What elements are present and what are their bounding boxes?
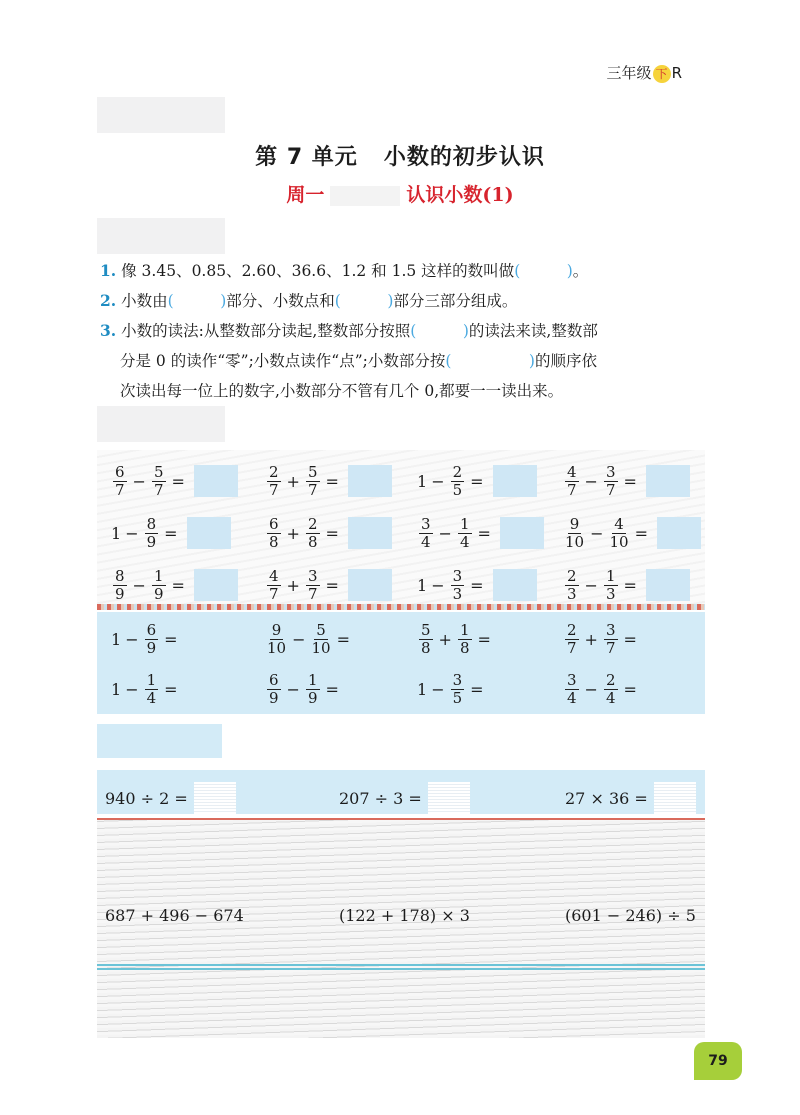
denominator: 10 <box>311 638 331 657</box>
practice-tab-placeholder <box>97 406 225 442</box>
divider-line <box>97 968 705 970</box>
equals-sign: = <box>325 575 339 595</box>
equals-sign: = <box>164 523 178 543</box>
denominator: 5 <box>452 688 463 707</box>
fraction <box>145 622 159 657</box>
fraction <box>610 516 629 551</box>
operator: − <box>431 471 445 491</box>
equals-sign: = <box>325 679 339 699</box>
numerator: 2 <box>605 670 616 689</box>
fraction-expression <box>111 614 182 664</box>
fraction <box>306 672 320 707</box>
denominator: 3 <box>567 584 577 603</box>
equals-sign: = <box>477 629 491 649</box>
numerator: 4 <box>269 566 279 585</box>
fraction <box>312 622 331 657</box>
fraction-expression <box>265 456 392 506</box>
question-2 <box>100 286 720 316</box>
operator: − <box>438 523 452 543</box>
operator: − <box>431 679 445 699</box>
numerator: 3 <box>567 670 577 689</box>
numerator: 5 <box>316 620 326 639</box>
equals-sign: = <box>477 523 491 543</box>
fraction <box>458 622 472 657</box>
whole-number: 1 <box>111 523 122 543</box>
fraction-expression <box>563 560 690 610</box>
fraction <box>451 672 465 707</box>
equals-sign: = <box>470 575 484 595</box>
oral-calc-panel <box>97 770 705 814</box>
answer-box[interactable] <box>646 569 690 601</box>
numerator: 2 <box>567 620 577 639</box>
denominator: 7 <box>115 480 125 499</box>
question-text: 部分三部分组成。 <box>393 292 518 310</box>
fraction <box>565 622 579 657</box>
edition-label: R <box>671 64 682 82</box>
question-text: 。 <box>572 262 589 280</box>
numerator: 5 <box>153 462 164 481</box>
fraction-expression <box>111 560 238 610</box>
numerator: 2 <box>567 566 577 585</box>
answer-box[interactable] <box>646 465 690 497</box>
operator: + <box>286 471 300 491</box>
denominator: 9 <box>307 688 318 707</box>
fraction <box>565 672 579 707</box>
numerator: 1 <box>459 620 470 639</box>
numerator: 3 <box>421 514 431 533</box>
oral-expression: 940 ÷ 2 = <box>105 788 188 808</box>
denominator: 9 <box>146 532 157 551</box>
fraction-expression <box>265 508 392 558</box>
question-number: 1. <box>100 261 117 280</box>
section-tab-placeholder <box>97 97 225 133</box>
fraction <box>113 464 127 499</box>
fraction-expression <box>417 560 537 610</box>
question-text: 像 3.45、0.85、2.60、36.6、1.2 和 1.5 这样的数叫做 <box>121 262 515 280</box>
operator: + <box>286 575 300 595</box>
question-text: 部分、小数点和 <box>226 292 335 310</box>
divider-line <box>97 818 705 820</box>
answer-box[interactable] <box>194 569 238 601</box>
fraction-expression <box>265 560 392 610</box>
numerator: 3 <box>307 566 318 585</box>
fraction-row <box>97 560 705 610</box>
equals-sign: = <box>171 575 185 595</box>
numerator: 4 <box>567 462 577 481</box>
answer-box[interactable] <box>493 569 537 601</box>
numerator: 2 <box>452 462 463 481</box>
fraction-expression <box>563 664 641 714</box>
denominator: 10 <box>609 532 629 551</box>
week-title <box>0 180 800 207</box>
denominator: 10 <box>565 532 585 551</box>
numerator: 1 <box>605 566 616 585</box>
fraction <box>113 568 127 603</box>
numerator: 8 <box>146 514 157 533</box>
operator: − <box>584 575 598 595</box>
fraction-expression <box>111 508 231 558</box>
fraction <box>267 568 281 603</box>
knowledge-tab-placeholder <box>97 218 225 254</box>
operator: − <box>125 629 139 649</box>
denominator: 4 <box>421 532 431 551</box>
numerator: 3 <box>605 462 616 481</box>
fraction-expression <box>111 456 238 506</box>
answer-box[interactable] <box>657 517 701 549</box>
denominator: 7 <box>153 480 164 499</box>
answer-box[interactable] <box>493 465 537 497</box>
numerator: 1 <box>459 514 470 533</box>
denominator: 9 <box>269 688 279 707</box>
fraction <box>152 568 166 603</box>
fraction <box>565 464 579 499</box>
denominator: 8 <box>269 532 279 551</box>
fraction-expression <box>417 456 537 506</box>
page-number: 79 <box>694 1042 742 1080</box>
answer-box[interactable] <box>500 517 544 549</box>
fraction-expression <box>563 456 690 506</box>
whole-number: 1 <box>417 471 428 491</box>
equals-sign: = <box>470 471 484 491</box>
fraction <box>458 516 472 551</box>
operator: + <box>286 523 300 543</box>
numerator: 8 <box>115 566 125 585</box>
grade-label <box>607 62 682 83</box>
unit-number: 第 7 单元 <box>255 145 358 170</box>
operator: − <box>125 523 139 543</box>
denominator: 9 <box>153 584 164 603</box>
written-expression: 687 + 496 − 674 <box>105 906 244 925</box>
equals-sign: = <box>164 629 178 649</box>
operator: − <box>431 575 445 595</box>
fraction <box>267 622 286 657</box>
equals-sign: = <box>634 523 648 543</box>
fraction <box>306 568 320 603</box>
answer-blank[interactable]: ( ) <box>410 322 469 340</box>
oral-expression: 27 × 36 = <box>565 788 648 808</box>
whole-number: 1 <box>417 575 428 595</box>
numerator: 3 <box>452 670 463 689</box>
whole-number: 1 <box>417 679 428 699</box>
denominator: 3 <box>452 584 463 603</box>
fraction <box>306 516 320 551</box>
operator: − <box>132 471 146 491</box>
written-expression: (122 + 178) × 3 <box>339 906 470 925</box>
question-text: 小数由 <box>121 292 168 310</box>
fraction-expression <box>111 664 182 714</box>
denominator: 3 <box>605 584 616 603</box>
equals-sign: = <box>623 471 637 491</box>
written-expression: (601 − 246) ÷ 5 <box>565 906 696 925</box>
question-number: 3. <box>100 321 117 340</box>
numerator: 9 <box>569 514 580 533</box>
question-text: 次读出每一位上的数字,小数部分不管有几个 0,都要一一读出来。 <box>120 382 564 400</box>
fraction <box>419 622 433 657</box>
answer-box[interactable] <box>187 517 231 549</box>
equals-sign: = <box>325 523 339 543</box>
fraction-row <box>97 664 705 714</box>
answer-blank[interactable]: ( ) <box>514 262 573 280</box>
operator: − <box>590 523 604 543</box>
fraction <box>145 672 159 707</box>
oral-item <box>105 782 236 814</box>
fraction <box>604 672 618 707</box>
numerator: 5 <box>307 462 318 481</box>
numerator: 1 <box>153 566 164 585</box>
fraction-expression <box>417 508 544 558</box>
answer-box[interactable] <box>654 782 696 814</box>
numerator: 6 <box>146 620 157 639</box>
fraction <box>565 516 584 551</box>
fraction-row <box>97 614 705 664</box>
calc-tab-placeholder <box>97 724 222 758</box>
operator: + <box>438 629 452 649</box>
denominator: 7 <box>605 638 616 657</box>
fraction <box>145 516 159 551</box>
numerator: 9 <box>271 620 282 639</box>
fraction-row <box>97 508 705 558</box>
numerator: 5 <box>421 620 431 639</box>
divider-line <box>97 964 705 966</box>
numerator: 1 <box>146 670 157 689</box>
operator: + <box>584 629 598 649</box>
equals-sign: = <box>623 575 637 595</box>
denominator: 4 <box>567 688 577 707</box>
operator: − <box>584 679 598 699</box>
operator: − <box>292 629 306 649</box>
answer-blank[interactable]: ( ) <box>445 352 535 370</box>
fraction <box>451 464 465 499</box>
numerator: 1 <box>307 670 318 689</box>
operator: − <box>125 679 139 699</box>
fraction <box>152 464 166 499</box>
semester-badge: 下 <box>653 65 671 83</box>
divider-stripe <box>97 604 705 610</box>
denominator: 7 <box>567 480 577 499</box>
question-text: 小数的读法:从整数部分读起,整数部分按照 <box>121 322 411 340</box>
denominator: 7 <box>269 584 279 603</box>
denominator: 10 <box>267 638 287 657</box>
whole-number: 1 <box>111 629 122 649</box>
fraction-expression <box>265 664 343 714</box>
fraction-expression <box>417 614 495 664</box>
fraction <box>267 516 281 551</box>
answer-box[interactable] <box>348 517 392 549</box>
numerator: 6 <box>269 514 279 533</box>
equals-sign: = <box>171 471 185 491</box>
denominator: 8 <box>421 638 431 657</box>
answer-box[interactable] <box>194 465 238 497</box>
operator: − <box>132 575 146 595</box>
fraction <box>604 464 618 499</box>
answer-blank[interactable]: ( ) <box>334 292 394 310</box>
equals-sign: = <box>164 679 178 699</box>
fraction <box>419 516 433 551</box>
denominator: 4 <box>459 532 470 551</box>
answer-box[interactable] <box>348 465 392 497</box>
fraction-expression <box>563 508 701 558</box>
answer-box[interactable] <box>194 782 236 814</box>
grade-prefix: 三年级 <box>606 64 652 82</box>
oral-expression: 207 ÷ 3 = <box>339 788 422 808</box>
denominator: 9 <box>146 638 157 657</box>
question-text: 的读法来读,整数部 <box>468 322 598 340</box>
equals-sign: = <box>470 679 484 699</box>
fraction <box>604 568 618 603</box>
numerator: 2 <box>307 514 318 533</box>
denominator: 4 <box>146 688 157 707</box>
answer-box[interactable] <box>348 569 392 601</box>
question-1 <box>100 256 720 286</box>
denominator: 7 <box>605 480 616 499</box>
written-calc-panel <box>97 818 705 1038</box>
denominator: 9 <box>115 584 125 603</box>
fraction <box>565 568 579 603</box>
oral-item <box>339 782 470 814</box>
operator: − <box>584 471 598 491</box>
equals-sign: = <box>623 629 637 649</box>
denominator: 8 <box>307 532 318 551</box>
fraction <box>604 622 618 657</box>
fraction-expression <box>563 614 641 664</box>
fraction-expression <box>417 664 488 714</box>
denominator: 7 <box>269 480 279 499</box>
denominator: 5 <box>452 480 463 499</box>
fraction <box>306 464 320 499</box>
equals-sign: = <box>623 679 637 699</box>
numerator: 4 <box>614 514 624 533</box>
question-text: 分是 0 的读作“零”;小数点读作“点”;小数部分按 <box>120 352 446 370</box>
question-text: 的顺序依 <box>534 352 597 370</box>
numerator: 6 <box>115 462 125 481</box>
fraction-drill-top <box>97 450 705 610</box>
answer-blank[interactable]: ( ) <box>167 292 227 310</box>
oral-item <box>565 782 696 814</box>
equals-sign: = <box>336 629 350 649</box>
denominator: 7 <box>567 638 577 657</box>
fraction-drill-bottom <box>97 612 705 714</box>
denominator: 7 <box>307 584 318 603</box>
numerator: 3 <box>452 566 463 585</box>
equals-sign: = <box>325 471 339 491</box>
unit-name: 小数的初步认识 <box>383 145 545 170</box>
fraction <box>267 672 281 707</box>
answer-box[interactable] <box>428 782 470 814</box>
week-day: 周一 <box>286 184 325 206</box>
fraction-row <box>97 456 705 506</box>
question-3 <box>100 316 720 406</box>
whole-number: 1 <box>111 679 122 699</box>
numerator: 3 <box>605 620 616 639</box>
week-topic: 认识小数(1) <box>406 184 514 206</box>
unit-title <box>0 140 800 171</box>
denominator: 8 <box>459 638 470 657</box>
numerator: 6 <box>269 670 279 689</box>
fraction-expression <box>265 614 354 664</box>
question-number: 2. <box>100 291 117 310</box>
denominator: 4 <box>605 688 616 707</box>
fraction <box>451 568 465 603</box>
denominator: 7 <box>307 480 318 499</box>
operator: − <box>286 679 300 699</box>
fraction <box>267 464 281 499</box>
numerator: 2 <box>269 462 279 481</box>
